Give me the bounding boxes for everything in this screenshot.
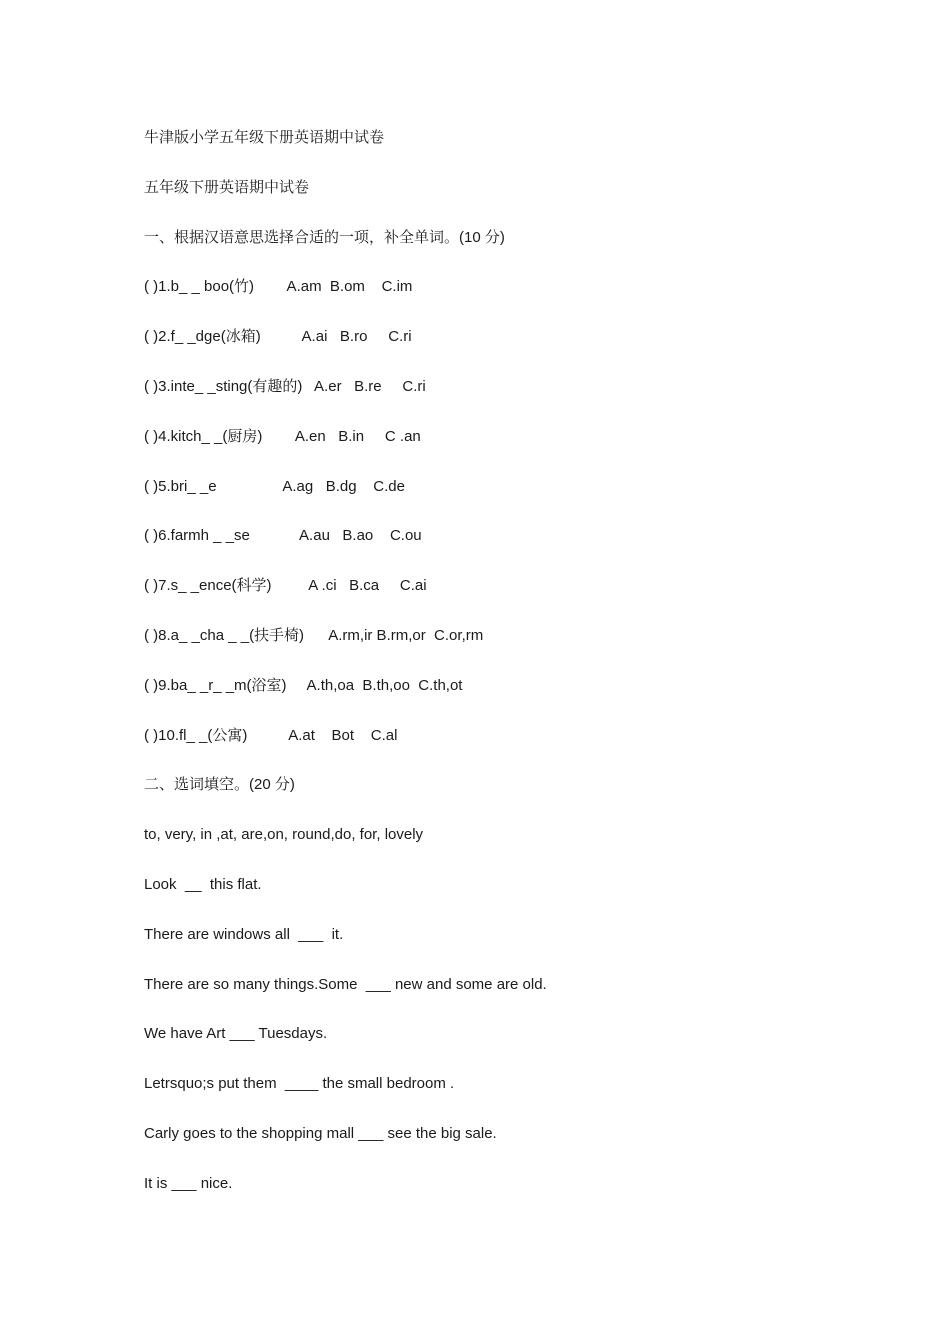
fill-blank-item: It is ___ nice. (144, 1174, 233, 1192)
fill-blank-item: There are windows all ___ it. (144, 925, 344, 943)
question-item: ( )4.kitch_ _(厨房) A.en B.in C .an (144, 427, 421, 445)
document-title: 牛津版小学五年级下册英语期中试卷 (144, 129, 385, 146)
question-item: ( )8.a_ _cha _ _(扶手椅) A.rm,ir B.rm,or C.or,rm (144, 626, 484, 644)
question-item: ( )10.fl_ _(公寓) A.at Bot C.al (144, 726, 398, 744)
question-item: ( )7.s_ _ence(科学) A .ci B.ca C.ai (144, 577, 427, 595)
question-item: ( )9.ba_ _r_ _m(浴室) A.th,oa B.th,oo C.th,ot (144, 676, 463, 694)
document-subtitle: 五年级下册英语期中试卷 (144, 178, 310, 196)
fill-blank-item: Look __ this flat. (144, 875, 262, 893)
section2-heading: 二、选词填空。(20 分) (144, 776, 295, 794)
question-item: ( )1.b_ _ boo(竹) A.am B.om C.im (144, 278, 413, 296)
fill-blank-item: Carly goes to the shopping mall ___ see the big sale. (144, 1124, 497, 1142)
question-item: ( )2.f_ _dge(冰箱) A.ai B.ro C.ri (144, 328, 412, 346)
fill-blank-item: We have Art ___ Tuesdays. (144, 1025, 328, 1043)
question-item: ( )6.farmh _ _se A.au B.ao C.ou (144, 527, 422, 545)
fill-blank-item: There are so many things.Some ___ new and some are old. (144, 975, 547, 993)
question-item: ( )3.inte_ _sting(有趣的) A.er B.re C.ri (144, 377, 426, 395)
document-content (144, 127, 844, 1223)
question-item: ( )5.bri_ _e A.ag B.dg C.de (144, 477, 405, 495)
word-bank: to, very, in ,at, are,on, round,do, for, lovely (144, 826, 424, 844)
fill-blank-item: Letrsquo;s put them ____ the small bedroom . (144, 1075, 455, 1093)
section1-heading: 一、根据汉语意思选择合适的一项，补全单词。(10 分) (144, 228, 505, 246)
